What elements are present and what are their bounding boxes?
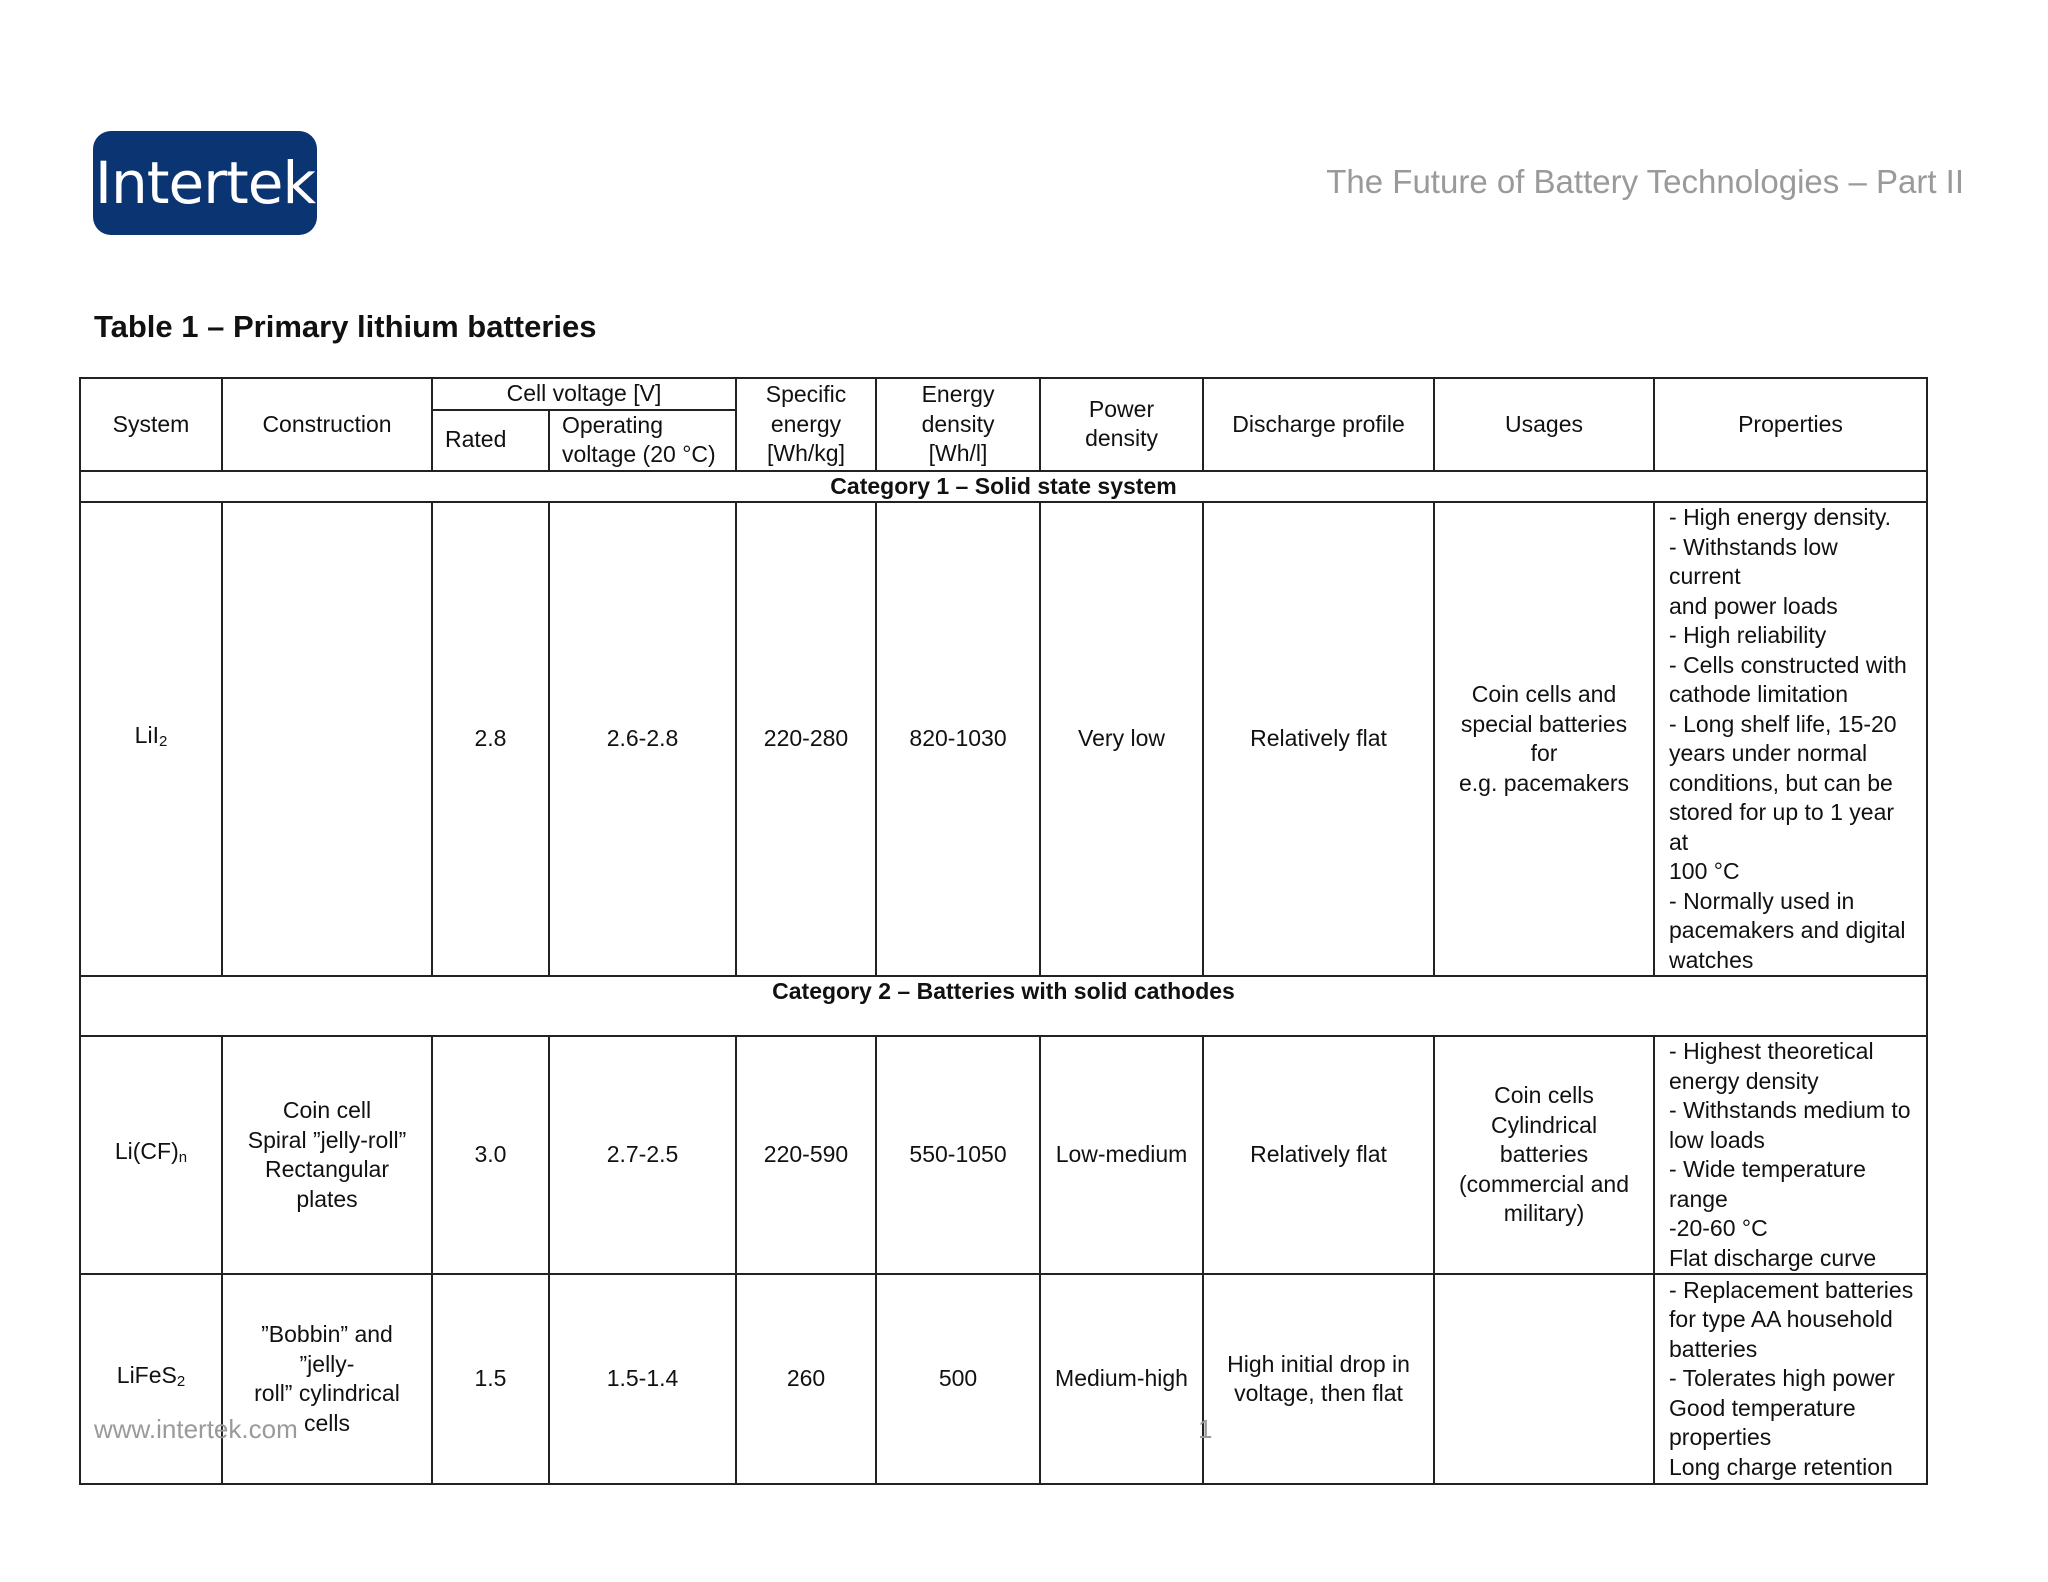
cell-system: LiFeS$_2$ (80, 1274, 222, 1484)
footer-url: www.intertek.com (94, 1414, 298, 1444)
cell-rated: 1.5 (432, 1274, 549, 1484)
col-header-energy-density: Energy density [Wh/l] (876, 378, 1040, 471)
cell-power-density: Low-medium (1040, 1036, 1203, 1274)
category-label: Category 1 – Solid state system (80, 471, 1927, 503)
cell-discharge-profile: Relatively flat (1203, 1036, 1434, 1274)
col-header-properties: Properties (1654, 378, 1927, 471)
intertek-logo (93, 131, 317, 235)
category-row (80, 471, 1927, 503)
cell-usages: Coin cells Cylindrical batteries (commercial and military) (1434, 1036, 1654, 1274)
cell-specific-energy: 220-280 (736, 502, 876, 976)
table-row (80, 1036, 1927, 1274)
category-row (80, 976, 1927, 1036)
cell-system: $Li(CF)_n$ (80, 1036, 222, 1274)
col-header-discharge-profile: Discharge profile (1203, 378, 1434, 471)
cell-energy-density: 550-1050 (876, 1036, 1040, 1274)
cell-power-density: Medium-high (1040, 1274, 1203, 1484)
cell-construction: ”Bobbin” and ”jelly- roll” cylindrical cells (222, 1274, 432, 1484)
cell-usages: Coin cells and special batteries for e.g. pacemakers (1434, 502, 1654, 976)
cell-discharge-profile: High initial drop in voltage, then flat (1203, 1274, 1434, 1484)
logo-text: Intertek (94, 149, 316, 217)
table-row (80, 502, 1927, 976)
col-header-power-density: Power density (1040, 378, 1203, 471)
cell-rated: 2.8 (432, 502, 549, 976)
cell-power-density: Very low (1040, 502, 1203, 976)
cell-operating: 1.5-1.4 (549, 1274, 736, 1484)
col-header-specific-energy: Specific energy [Wh/kg] (736, 378, 876, 471)
col-header-construction: Construction (222, 378, 432, 471)
cell-usages (1434, 1274, 1654, 1484)
cell-properties: - High energy density. - Withstands low current and power loads - High reliability - Cells constructed with cathode limitation - Long shelf life, 15-20 years under normal conditions, but can be stored for up to 1 year at 100 °C - Normally used in pacemakers and digital watches (1654, 502, 1927, 976)
col-header-operating: Operating voltage (20 °C) (549, 410, 736, 471)
cell-construction (222, 502, 432, 976)
cell-properties: - Highest theoretical energy density - Withstands medium to low loads - Wide temperature range -20-60 °C Flat discharge curve (1654, 1036, 1927, 1274)
document-title: The Future of Battery Technologies – Part II (1326, 163, 1964, 200)
table-row (80, 1274, 1927, 1484)
header-row-1 (80, 378, 1927, 410)
cell-energy-density: 820-1030 (876, 502, 1040, 976)
primary-lithium-batteries-table (79, 377, 1928, 1485)
cell-rated: 3.0 (432, 1036, 549, 1274)
cell-discharge-profile: Relatively flat (1203, 502, 1434, 976)
cell-specific-energy: 260 (736, 1274, 876, 1484)
category-label: Category 2 – Batteries with solid cathodes (80, 976, 1927, 1036)
cell-operating: 2.7-2.5 (549, 1036, 736, 1274)
cell-construction: Coin cell Spiral ”jelly-roll” Rectangular plates (222, 1036, 432, 1274)
cell-system: LiI$_2$ (80, 502, 222, 976)
cell-specific-energy: 220-590 (736, 1036, 876, 1274)
cell-operating: 2.6-2.8 (549, 502, 736, 976)
table-caption: Table 1 – Primary lithium batteries (94, 309, 597, 344)
col-header-cell-voltage: Cell voltage [V] (432, 378, 736, 410)
cell-properties: - Replacement batteries for type AA household batteries - Tolerates high power Good temperature properties Long charge retention (1654, 1274, 1927, 1484)
col-header-rated: Rated (432, 410, 549, 471)
col-header-system: System (80, 378, 222, 471)
col-header-usages: Usages (1434, 378, 1654, 471)
page-number: 1 (1198, 1414, 1213, 1444)
cell-energy-density: 500 (876, 1274, 1040, 1484)
